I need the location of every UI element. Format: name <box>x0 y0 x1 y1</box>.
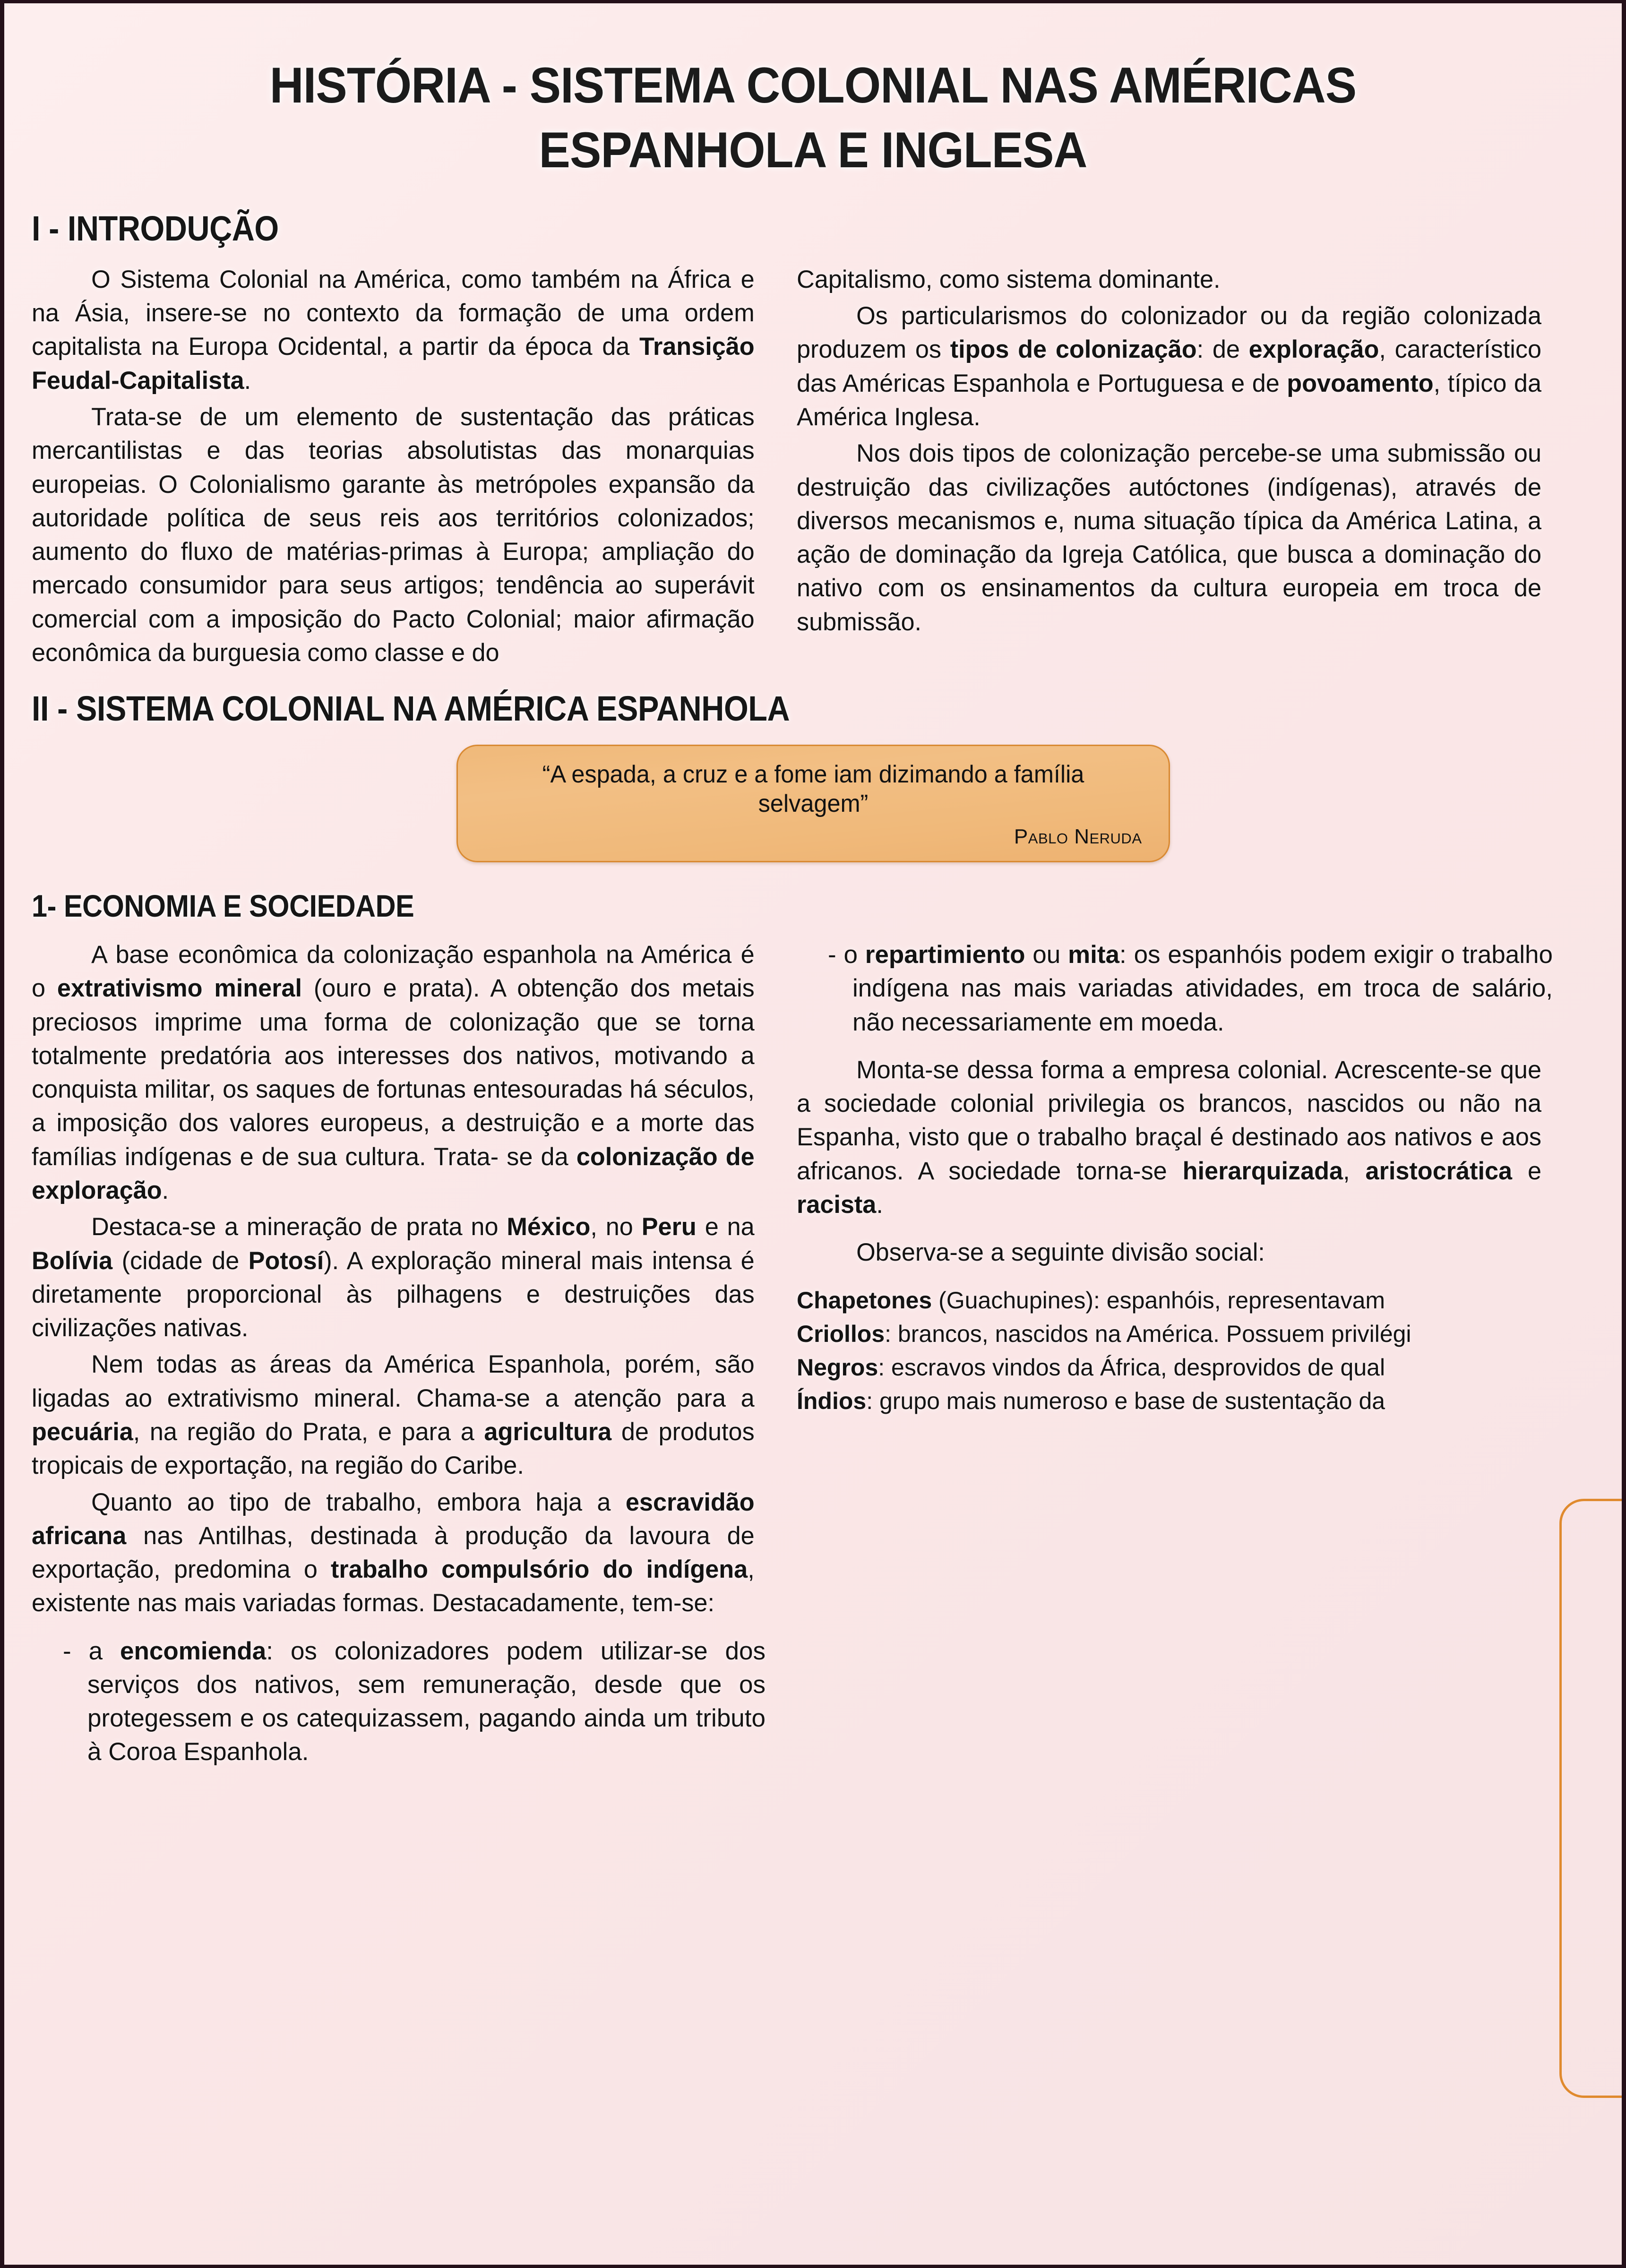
introducao-left-column <box>32 263 766 670</box>
intro-right-p2-b: : de <box>1196 335 1249 364</box>
econ-right-p1-bold1: hierarquizada <box>1182 1157 1343 1185</box>
social-division-list <box>797 1270 1553 1418</box>
social-rest-chapetones: (Guachupines): espanhóis, representavam <box>932 1287 1385 1314</box>
econ-left-p4-bold1: escravidão africana <box>32 1488 755 1550</box>
econ-left-p4-bold2: trabalho compulsório do indígena <box>331 1555 748 1584</box>
econ-right-bullet-a: - o <box>828 941 865 969</box>
intro-left-p1-text-a: O Sistema Colonial na América, como também na África e na Ásia, insere-se no contexto da formação de uma ordem capitalista na Europa Ocidental, a partir da época da <box>32 265 755 361</box>
quote-callout-box <box>456 745 1170 862</box>
econ-left-p2-bold3: Bolívia <box>32 1246 113 1275</box>
econ-right-bullet-bold2: mita <box>1068 941 1120 969</box>
social-term-criollos: Criollos <box>797 1320 885 1347</box>
econ-left-bullet-encomienda <box>32 1634 766 1769</box>
intro-right-p2-bold1: tipos de colonização <box>950 335 1197 364</box>
econ-left-p2-d: (cidade de <box>112 1246 249 1275</box>
social-division-item-chapetones <box>797 1284 1553 1317</box>
econ-left-p4-a: Quanto ao tipo de trabalho, embora haja a <box>91 1488 626 1516</box>
econ-right-paragraph-2: Observa-se a seguinte divisão social: <box>856 1238 1265 1267</box>
social-term-indios: Índios <box>797 1387 867 1414</box>
page-title-line2: ESPANHOLA E INGLESA <box>539 121 1087 178</box>
econ-left-p3-a: Nem todas as áreas da América Espanhola, porém, são ligadas ao extrativismo mineral. Chama-se a atenção para a <box>32 1350 755 1412</box>
section-heading-america-espanhola: II - SISTEMA COLONIAL NA AMÉRICA ESPANHOLA <box>32 689 790 729</box>
quote-author: Pablo Neruda <box>1014 825 1142 848</box>
page-title <box>86 3 1540 182</box>
econ-left-p4-b: nas Antilhas, destinada à produção da lavoura de exportação, predomina o <box>32 1521 755 1584</box>
intro-right-p2-d: , típico da América Inglesa. <box>797 369 1541 431</box>
econ-left-p3-bold1: pecuária <box>32 1418 133 1446</box>
social-division-item-criollos <box>797 1317 1553 1351</box>
econ-left-bullet-a: - a <box>63 1637 120 1665</box>
page-inner <box>4 3 1622 2265</box>
quote-callout-wrapper <box>32 729 1594 862</box>
econ-left-p3-bold2: agricultura <box>484 1418 612 1446</box>
econ-right-p1-b: , <box>1343 1157 1366 1185</box>
social-term-negros: Negros <box>797 1354 878 1381</box>
econ-left-p2-bold4: Potosí <box>248 1246 324 1275</box>
intro-left-paragraph-1 <box>32 263 755 397</box>
econ-right-p1-a: Monta-se dessa forma a empresa colonial. Acrescente-se que a sociedade colonial privilegia os brancos, nascidos ou não na Espanha, visto que o trabalho braçal é destinado aos nativos e aos africanos. A sociedade torna-se <box>797 1056 1541 1185</box>
econ-left-p1-c: . <box>162 1176 169 1204</box>
econ-left-p2-bold1: México <box>507 1213 591 1241</box>
social-division-item-negros <box>797 1351 1553 1384</box>
subsection-heading-economia-sociedade: 1- ECONOMIA E SOCIEDADE <box>32 888 414 923</box>
econ-left-p3-c: de produtos tropicais de exportação, na região do Caribe. <box>32 1418 755 1480</box>
econ-left-paragraph-3 <box>32 1348 755 1482</box>
social-division-item-indios <box>797 1384 1553 1418</box>
intro-left-paragraph-2: Trata-se de um elemento de sustentação das práticas mercantilistas e das teorias absolutistas das monarquias europeias. O Colonialismo garante às metrópoles expansão da autoridade política de seus reis aos territórios colonizados; aumento do fluxo de matérias-primas à Europa; ampliação do mercado consumidor para seus artigos; tendência ao superávit comercial com a imposição do Pacto Colonial; maior afirmação econômica da burguesia como classe e do <box>32 403 755 667</box>
intro-right-paragraph-3: Nos dois tipos de colonização percebe-se uma submissão ou destruição das civilizações autóctones (indígenas), através de diversos mecanismos e, numa situação típica da América Latina, a ação de dominação da Igreja Católica, que busca a dominação do nativo com os ensinamentos da cultura europeia em troca de submissão. <box>797 439 1541 636</box>
economia-left-column <box>32 938 766 1769</box>
intro-right-paragraph-1: Capitalismo, como sistema dominante. <box>797 265 1221 293</box>
econ-right-p1-bold3: racista <box>797 1190 877 1219</box>
quote-text: “A espada, a cruz e a fome iam dizimando a família selvagem” <box>542 761 1084 817</box>
econ-right-bullet-repartimiento <box>797 938 1553 1039</box>
econ-right-p1-c: e <box>1512 1157 1542 1185</box>
spacer <box>32 862 1594 885</box>
introducao-columns <box>32 263 1594 670</box>
intro-right-paragraph-2 <box>797 299 1541 434</box>
econ-left-p1-bold1: extrativismo mineral <box>57 974 302 1003</box>
econ-left-bullet-bold: encomienda <box>120 1637 267 1665</box>
econ-right-bullet-b: ou <box>1025 941 1068 969</box>
econ-left-p2-a: Destaca-se a mineração de prata no <box>91 1213 507 1241</box>
econ-right-bullet-bold1: repartimiento <box>865 941 1025 969</box>
intro-left-p1-text-b: . <box>244 366 251 395</box>
spacer <box>32 924 1594 938</box>
econ-left-paragraph-2 <box>32 1210 755 1345</box>
intro-right-p2-bold2: exploração <box>1248 335 1379 364</box>
econ-right-bullet-c: : os espanhóis podem exigir o trabalho indígena nas mais variadas atividades, em troca de salário, não necessariamente em moeda. <box>852 941 1553 1036</box>
econ-left-p1-bold2: colonização de exploração <box>32 1143 755 1204</box>
econ-left-p1-a: A base econômica da colonização espanhola na América é o <box>32 941 755 1003</box>
economia-right-column <box>797 938 1553 1418</box>
intro-left-p1-bold: Transição Feudal-Capitalista <box>32 333 755 395</box>
social-rest-indios: : grupo mais numeroso e base de sustentação da <box>866 1387 1385 1414</box>
social-term-chapetones: Chapetones <box>797 1287 932 1314</box>
section-heading-introducao: I - INTRODUÇÃO <box>32 208 279 248</box>
social-rest-negros: : escravos vindos da África, desprovidos de qual <box>878 1354 1385 1381</box>
econ-right-p1-bold2: aristocrática <box>1365 1157 1513 1185</box>
intro-right-p2-bold3: povoamento <box>1287 369 1434 397</box>
econ-left-p4-c: , existente nas mais variadas formas. Destacadamente, tem-se: <box>32 1555 755 1617</box>
econ-left-paragraph-4 <box>32 1486 755 1620</box>
spacer <box>32 249 1594 263</box>
econ-right-paragraph-1 <box>797 1053 1541 1221</box>
econ-left-p3-b: , na região do Prata, e para a <box>133 1418 484 1446</box>
introducao-right-column <box>797 263 1553 639</box>
econ-left-p2-c: e na <box>696 1213 755 1241</box>
econ-left-p1-b: (ouro e prata). A obtenção dos metais preciosos imprime uma forma de colonização que se torna totalmente predatória aos interesses dos nativos, motivando a conquista militar, os saques de fortunas entesouradas há séculos, a imposição dos valores europeus, a destruição e a morte das famílias indígenas e de sua cultura. Trata- se da <box>32 974 755 1171</box>
econ-left-p2-e: ). A exploração mineral mais intensa é diretamente proporcional às pilhagens e destruições das civilizações nativas. <box>32 1246 755 1342</box>
econ-left-paragraph-1 <box>32 938 755 1207</box>
spacer <box>797 1039 1553 1053</box>
econ-left-p2-b: , no <box>590 1213 642 1241</box>
spacer <box>32 1620 766 1634</box>
intro-right-p2-a: Os particularismos do colonizador ou da região colonizada produzem os <box>797 302 1541 364</box>
social-rest-criollos: : brancos, nascidos na América. Possuem privilégi <box>885 1320 1411 1347</box>
econ-right-p1-d: . <box>876 1190 883 1219</box>
economia-columns <box>32 938 1594 1769</box>
intro-right-p2-c: , característico das Américas Espanhola e Portuguesa e de <box>797 335 1542 397</box>
spacer <box>797 1221 1553 1236</box>
econ-left-bullet-b: : os colonizadores podem utilizar-se dos serviços dos nativos, sem remuneração, desde que os protegessem e os catequizassem, pagando ainda um tributo à Coroa Espanhola. <box>87 1637 766 1766</box>
econ-left-p2-bold2: Peru <box>641 1213 697 1241</box>
page-title-line1: HISTÓRIA - SISTEMA COLONIAL NAS AMÉRICAS <box>269 57 1357 113</box>
